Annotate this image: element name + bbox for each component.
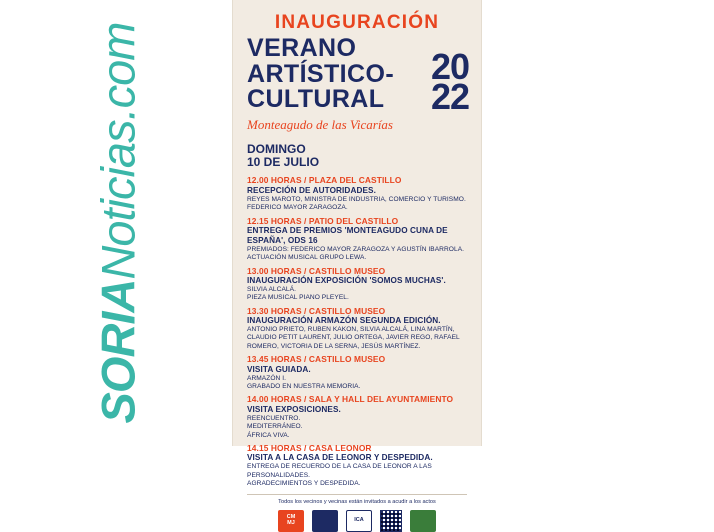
watermark-soria: SORIA <box>91 279 145 424</box>
program-item <box>247 394 467 440</box>
watermark-noticias: Noticias <box>91 120 145 280</box>
program-item-time: 12.00 HORAS / PLAZA DEL CASTILLO <box>247 175 402 186</box>
site-watermark <box>91 22 145 424</box>
poster-title-line1: VERANO ARTÍSTICO- <box>247 34 395 88</box>
logo-row <box>247 510 467 532</box>
program-item-time: 13.45 HORAS / CASTILLO MUSEO <box>247 354 386 365</box>
poster-kicker: INAUGURACIÓN <box>274 12 440 33</box>
program-item <box>247 266 467 303</box>
program-item-detail: ACTUACIÓN MUSICAL GRUPO LEWA. <box>247 254 367 262</box>
program-item-time: 14.15 HORAS / CASA LEONOR <box>247 443 372 453</box>
watermark-strip <box>0 0 232 446</box>
program-item-time: 13.00 HORAS / CASTILLO MUSEO <box>247 265 386 276</box>
program-item-title: VISITA GUIADA. <box>247 364 311 374</box>
program-item-detail: AGRADECIMIENTOS Y DESPEDIDA. <box>247 480 361 488</box>
program-item-time: 14.00 HORAS / SALA Y HALL DEL AYUNTAMIENTO <box>247 394 454 405</box>
poster-footnote: Todos los vecinos y vecinas están invitados a acudir a los actos <box>247 494 467 505</box>
poster-date-full: 10 DE JULIO <box>247 154 320 169</box>
program-item-title: VISITA A LA CASA DE LEONOR Y DESPEDIDA. <box>247 453 433 463</box>
program-item <box>247 216 467 263</box>
program-item <box>247 354 467 391</box>
program-item-detail: SILVIA ALCALÁ. <box>247 285 296 293</box>
program-item-title: INAUGURACIÓN ARMAZÓN SEGUNDA EDICIÓN. <box>247 316 441 325</box>
program-item <box>247 443 467 489</box>
program-item-detail: REENCUENTRO. <box>247 414 301 422</box>
poster-subtitle: Monteagudo de las Vicarías <box>247 116 393 132</box>
right-margin <box>482 0 714 446</box>
program-item-detail: PREMIADOS: FEDERICO MAYOR ZARAGOZA Y AGUSTÍN IBARROLA. <box>247 245 465 253</box>
program-item-detail: PIEZA MUSICAL PIANO PLEYEL. <box>247 294 349 302</box>
logo-ica-icon: ICA <box>346 510 372 532</box>
program-item-title: VISITA EXPOSICIONES. <box>247 404 341 414</box>
logo-ayuntamiento-icon <box>410 510 436 532</box>
watermark-domain: .com <box>91 22 145 121</box>
program-item-detail: ÁFRICA VIVA. <box>247 431 290 439</box>
poster <box>232 0 482 526</box>
program-item-title: INAUGURACIÓN EXPOSICIÓN 'SOMOS MUCHAS'. <box>247 275 446 285</box>
poster-date-day: DOMINGO <box>247 141 306 156</box>
program-item-detail: MEDITERRÁNEO. <box>247 423 303 431</box>
program-item-detail: GRABADO EN NUESTRA MEMORIA. <box>247 383 361 390</box>
program-item <box>247 306 467 352</box>
logo-institution-icon <box>312 510 338 532</box>
poster-year <box>430 46 469 118</box>
qr-code-icon <box>380 510 402 532</box>
poster-date <box>247 143 467 170</box>
poster-title-line2: CULTURAL <box>247 85 385 113</box>
program-item <box>247 175 467 212</box>
program-item-detail: ENTREGA DE RECUERDO DE LA CASA DE LEONOR A LAS PERSONALIDADES. <box>247 463 432 479</box>
program-item-title: ENTREGA DE PREMIOS 'MONTEAGUDO CUNA DE ESPAÑA', ODS 16 <box>247 225 448 245</box>
program-item-time: 12.15 HORAS / PATIO DEL CASTILLO <box>247 215 399 226</box>
program-item-detail: ANTONIO PRIETO, RUBEN KAKON, SILVIA ALCALÁ, LINA MARTÍN, CLAUDIO PETIT LAURENT, JULIO ORTEGA, JAVIER REGO, RAFAEL ROMERO, VICTORIA DE LA SERNA, JESÚS MARTÍNEZ. <box>247 326 460 350</box>
poster-year-top: 20 <box>430 46 469 87</box>
logo-cmmj-icon: CM MJ <box>278 510 304 532</box>
program-item-detail: ARMAZÓN I. <box>247 374 286 382</box>
poster-year-bottom: 22 <box>430 76 469 118</box>
program-item-title: RECEPCIÓN DE AUTORIDADES. <box>247 185 376 195</box>
program-item-detail: FEDERICO MAYOR ZARAGOZA. <box>247 204 348 212</box>
program-list <box>247 175 467 488</box>
program-item-detail: REYES MAROTO, MINISTRA DE INDUSTRIA, COMERCIO Y TURISMO. <box>247 195 466 203</box>
program-item-time: 13.30 HORAS / CASTILLO MUSEO <box>247 305 386 316</box>
